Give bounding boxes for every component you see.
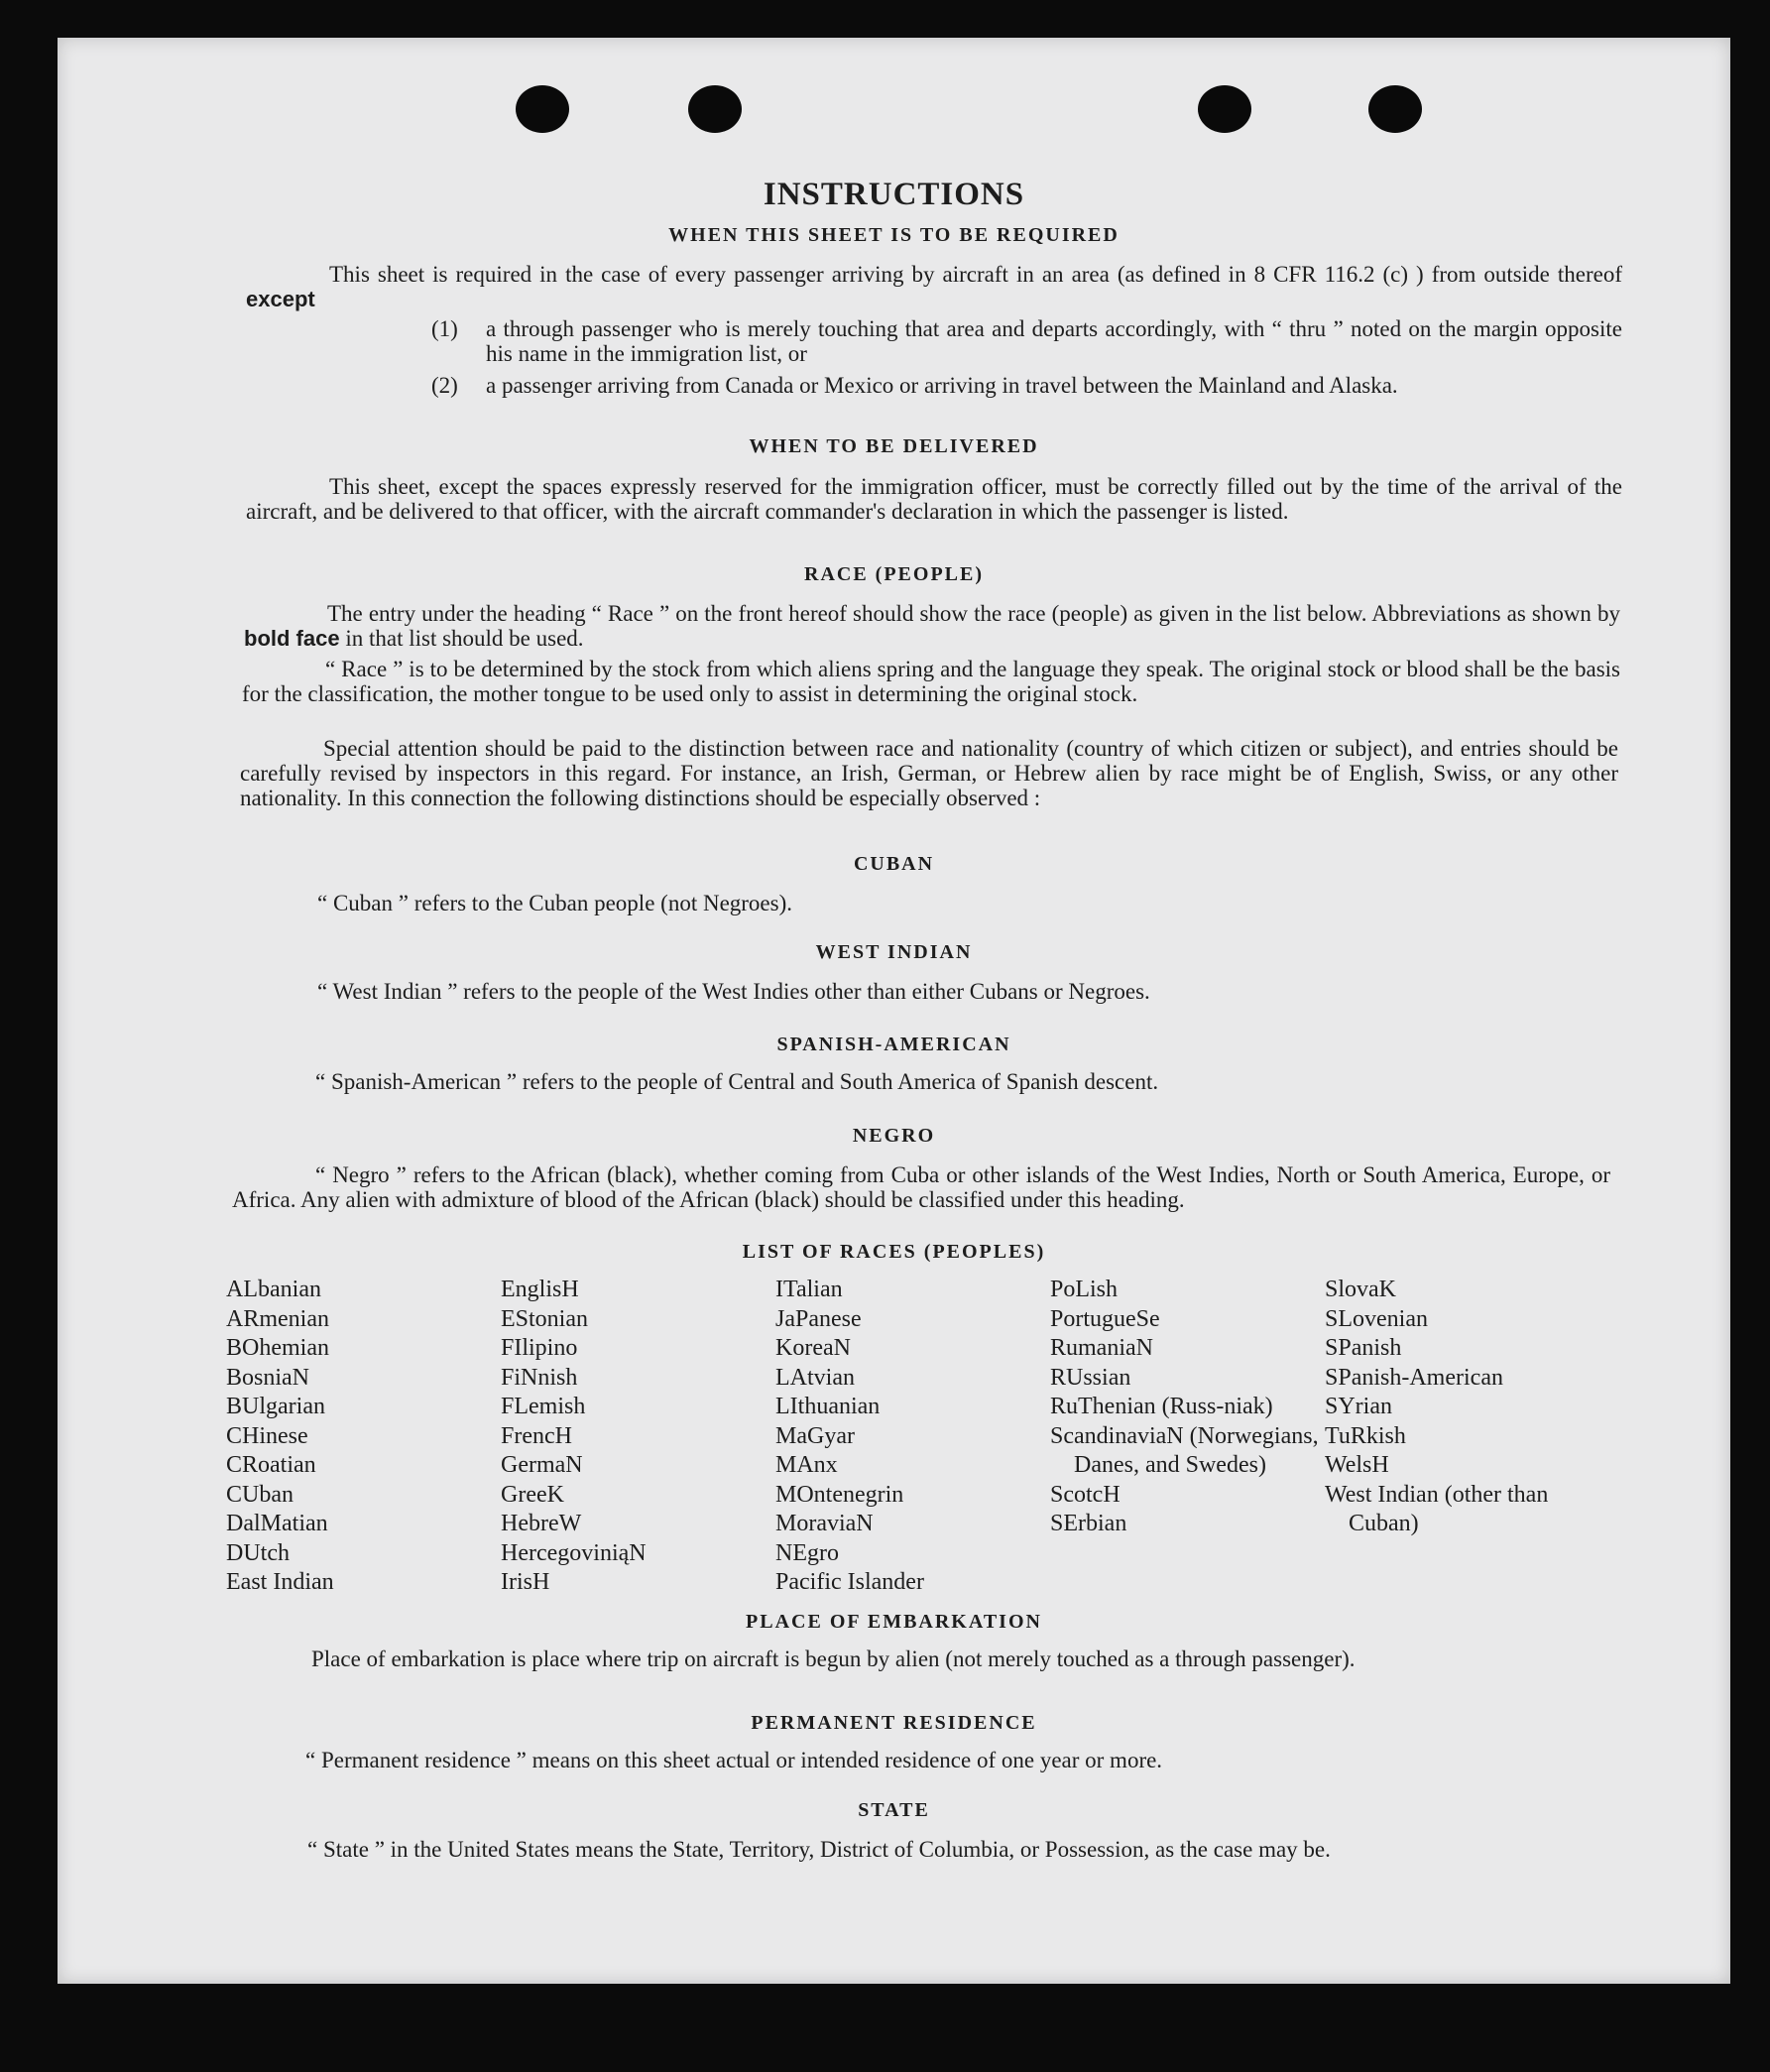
race-entry: HercegoviniąN xyxy=(501,1539,647,1566)
page-title: INSTRUCTIONS xyxy=(763,177,1025,212)
race-entry: SLovenian xyxy=(1325,1305,1428,1332)
race-entry: GermaN xyxy=(501,1452,583,1478)
section-heading-cuban: CUBAN xyxy=(853,853,935,875)
race-paragraph-3: Special attention should be paid to the distinction between race and nationality (country of which citizen or subject), and entries should be carefully revised by inspectors in this regard. For instance, an Irish, German, or Hebrew alien by race might be of English, Swiss, or any other nationality. In this connection the following distinctions should be especially observed : xyxy=(240,736,1618,810)
document-page xyxy=(58,38,1730,1984)
race-paragraph-2: “ Race ” is to be determined by the stock from which aliens spring and the language they speak. The original stock or blood shall be the basis for the classification, the mother tongue to be used only to assist in determining the original stock. xyxy=(242,657,1620,706)
race-entry: BosniaN xyxy=(226,1364,309,1391)
race-entry: SPanish-American xyxy=(1325,1364,1503,1391)
race-entry: East Indian xyxy=(226,1569,334,1595)
races-column xyxy=(501,1276,775,1598)
state-text: “ State ” in the United States means the State, Territory, District of Columbia, or Possession, as the case may be. xyxy=(307,1837,1331,1862)
except-bold: except xyxy=(246,287,315,311)
race-entry: SlovaK xyxy=(1325,1277,1396,1302)
race-entry: TuRkish xyxy=(1325,1422,1406,1449)
punch-hole xyxy=(1198,85,1251,133)
race-entry: ALbanian xyxy=(226,1277,321,1302)
race-entry: ScotcH xyxy=(1050,1481,1121,1508)
section-heading-delivered: WHEN TO BE DELIVERED xyxy=(749,435,1039,457)
section-heading-west-indian: WEST INDIAN xyxy=(815,941,973,963)
race-entry: JaPanese xyxy=(775,1305,862,1332)
race-entry: WelsH xyxy=(1325,1452,1389,1478)
race-entry: LIthuanian xyxy=(775,1394,881,1419)
race-entry: SYrian xyxy=(1325,1394,1392,1419)
section-heading-list-of-races: LIST OF RACES (PEOPLES) xyxy=(742,1241,1046,1263)
race-entry: HebreW xyxy=(501,1511,582,1536)
section-heading-negro: NEGRO xyxy=(852,1125,936,1147)
race-entry: EStonian xyxy=(501,1305,588,1332)
races-list xyxy=(226,1276,1624,1598)
race-entry: FLemish xyxy=(501,1394,586,1419)
race-entry: LAtvian xyxy=(775,1364,855,1391)
punch-hole xyxy=(688,85,742,133)
race-entry: BOhemian xyxy=(226,1335,329,1361)
race-entry: ITalian xyxy=(775,1277,843,1302)
race-entry: MaGyar xyxy=(775,1422,855,1449)
required-intro: This sheet is required in the case of every passenger arriving by aircraft in an area (as defined in 8 CFR 116.2 (c) ) from outside thereof except xyxy=(246,262,1622,311)
section-heading-race: RACE (PEOPLE) xyxy=(804,563,984,585)
race-entry: MAnx xyxy=(775,1452,838,1478)
race-entry: CHinese xyxy=(226,1422,308,1449)
west-indian-text: “ West Indian ” refers to the people of the West Indies other than either Cubans or Negroes. xyxy=(317,979,1150,1004)
race-entry: RUssian xyxy=(1050,1364,1131,1391)
race-entry: ARmenian xyxy=(226,1305,329,1332)
race-entry: MoraviaN xyxy=(775,1511,874,1536)
race-entry: RumaniaN xyxy=(1050,1335,1153,1361)
section-heading-state: STATE xyxy=(858,1799,930,1821)
section-heading-embarkation: PLACE OF EMBARKATION xyxy=(746,1611,1042,1633)
race-entry: NEgro xyxy=(775,1539,839,1566)
race-entry: SErbian xyxy=(1050,1511,1127,1536)
spanish-american-text: “ Spanish-American ” refers to the people of Central and South America of Spanish descent. xyxy=(315,1069,1159,1094)
races-column xyxy=(1050,1276,1325,1598)
punch-hole xyxy=(516,85,569,133)
race-entry: SPanish xyxy=(1325,1335,1402,1361)
race-entry: EnglisH xyxy=(501,1277,579,1302)
race-entry: FiNnish xyxy=(501,1364,578,1391)
bold-face-text: bold face xyxy=(244,626,340,651)
race-entry: KoreaN xyxy=(775,1335,851,1361)
section-heading-required: WHEN THIS SHEET IS TO BE REQUIRED xyxy=(668,224,1120,246)
race-entry: IrisH xyxy=(501,1569,550,1595)
races-column xyxy=(226,1276,501,1598)
race-entry: GreeK xyxy=(501,1481,564,1508)
embarkation-text: Place of embarkation is place where trip on aircraft is begun by alien (not merely touched as a through passenger). xyxy=(311,1646,1356,1671)
required-item-1: (1) a through passenger who is merely touching that area and departs accordingly, with “ thru ” noted on the margin opposite his name in the immigration list, or xyxy=(431,316,1622,366)
race-entry: PoLish xyxy=(1050,1277,1119,1302)
race-entry: CUban xyxy=(226,1481,294,1508)
race-entry: CRoatian xyxy=(226,1452,316,1478)
races-column xyxy=(775,1276,1050,1598)
race-entry: DUtch xyxy=(226,1539,290,1566)
races-column xyxy=(1325,1276,1624,1598)
required-item-2: (2) a passenger arriving from Canada or Mexico or arriving in travel between the Mainland and Alaska. xyxy=(431,373,1398,398)
race-entry: MOntenegrin xyxy=(775,1481,904,1508)
cuban-text: “ Cuban ” refers to the Cuban people (not Negroes). xyxy=(317,891,793,915)
race-entry: PortugueSe xyxy=(1050,1305,1160,1332)
section-heading-spanish-american: SPANISH-AMERICAN xyxy=(776,1034,1011,1055)
section-heading-residence: PERMANENT RESIDENCE xyxy=(751,1712,1037,1734)
race-entry: ScandinaviaN (Norwegians, Danes, and Swedes) xyxy=(1050,1422,1319,1478)
race-entry: RuThenian (Russ-niak) xyxy=(1050,1394,1273,1419)
delivered-text: This sheet, except the spaces expressly reserved for the immigration officer, must be correctly filled out by the time of the arrival of the aircraft, and be delivered to that officer, with the aircraft commander's declaration in which the passenger is listed. xyxy=(246,474,1622,524)
punch-hole xyxy=(1368,85,1422,133)
residence-text: “ Permanent residence ” means on this sheet actual or intended residence of one year or more. xyxy=(305,1748,1163,1772)
race-entry: FrencH xyxy=(501,1422,572,1449)
race-entry: BUlgarian xyxy=(226,1394,325,1419)
race-entry: DalMatian xyxy=(226,1511,328,1536)
race-entry: FIlipino xyxy=(501,1335,578,1361)
race-entry: Pacific Islander xyxy=(775,1569,924,1595)
race-paragraph-1: The entry under the heading “ Race ” on the front hereof should show the race (people) as given in the list below. Abbreviations as shown by bold face in that list should be used. xyxy=(244,601,1620,651)
negro-text: “ Negro ” refers to the African (black), whether coming from Cuba or other islands of the West Indies, North or South America, Europe, or Africa. Any alien with admixture of blood of the African (black) should be classified under this heading. xyxy=(232,1162,1610,1212)
race-entry: West Indian (other than Cuban) xyxy=(1325,1481,1549,1536)
